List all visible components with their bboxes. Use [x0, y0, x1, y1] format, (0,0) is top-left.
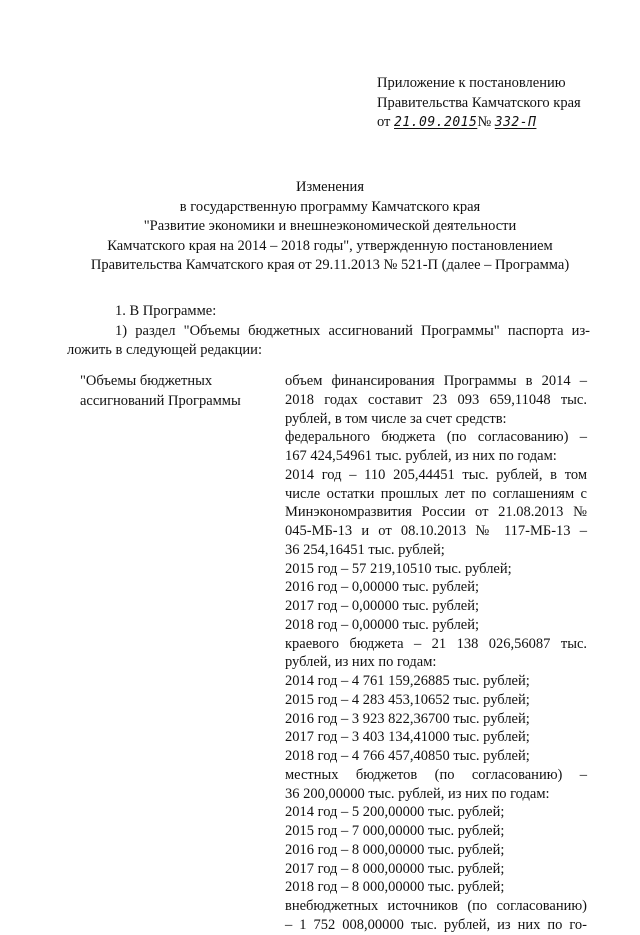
passport-content-line: 2015 год – 7 000,00000 тыс. рублей; [285, 823, 505, 839]
passport-content-line: 2017 год – 0,00000 тыс. рублей; [285, 598, 480, 614]
passport-content-line: 2014 год – 110 205,44451 тыс. рублей, в том [285, 466, 587, 483]
passport-content-line: 2016 год – 3 923 822,36700 тыс. рублей; [285, 710, 530, 727]
passport-content-line: 2018 год – 4 766 457,40850 тыс. рублей; [285, 748, 530, 764]
appendix-block [377, 74, 627, 133]
passport-content-line: 2018 год – 0,00000 тыс. рублей; [285, 616, 480, 633]
passport-content-line: 2016 год – 8 000,00000 тыс. рублей; [285, 841, 505, 858]
passport-content-line: 2015 год – 57 219,10510 тыс. рублей; [285, 560, 512, 577]
passport-content-line: 167 424,54961 тыс. рублей, из них по годам: [285, 448, 557, 464]
intro-item-2: 1) раздел "Объемы бюджетных ассигнований Программы" паспорта из- [115, 322, 590, 339]
passport-content-line: 36 200,00000 тыс. рублей, из них по годам: [285, 785, 550, 802]
passport-content-line: краевого бюджета – 21 138 026,56087 тыс. [285, 635, 587, 652]
passport-content-line: 2014 год – 4 761 159,26885 тыс. рублей; [285, 673, 530, 689]
title-line-4: Камчатского края на 2014 – 2018 годы", утвержденную постановлением [107, 237, 553, 254]
passport-content-line: 2018 год – 8 000,00000 тыс. рублей; [285, 879, 505, 896]
passport-content-line: 2017 год – 3 403 134,41000 тыс. рублей; [285, 729, 530, 746]
appendix-line-1: Приложение к постановлению [377, 75, 566, 91]
intro-item-1: 1. В Программе: [115, 303, 217, 319]
title-line-3: "Развитие экономики и внешнеэкономической деятельности [143, 218, 517, 235]
title-line-2: в государственную программу Камчатского края [179, 198, 481, 215]
passport-row-content [285, 372, 587, 935]
passport-content-line: 2015 год – 4 283 453,10652 тыс. рублей; [285, 691, 530, 708]
passport-content-line: 045-МБ-13 и от 08.10.2013 № 117-МБ-13 – [285, 523, 587, 539]
intro-item-2-continuation: ложить в следующей редакции: [67, 342, 262, 358]
passport-content-line: 2016 год – 0,00000 тыс. рублей; [285, 579, 480, 596]
date-prefix: от [377, 114, 391, 130]
title-line-1: Изменения [296, 179, 364, 195]
passport-content-line: рублей, из них по годам: [285, 654, 437, 671]
passport-content-line: числе остатки прошлых лет по соглашениям с [285, 485, 587, 502]
passport-content-line: 2017 год – 8 000,00000 тыс. рублей; [285, 860, 505, 877]
passport-content-line: местных бюджетов (по согласованию) – [285, 766, 587, 783]
title-line-5: Правительства Камчатского края от 29.11.2013 № 521-П (далее – Программа) [90, 257, 570, 274]
passport-content-line: Минэкономразвития России от 21.08.2013 № [285, 504, 587, 521]
passport-content-line: объем финансирования Программы в 2014 – [285, 373, 587, 389]
passport-row-label: "Объемы бюджетных ассигнований Программы [80, 373, 241, 409]
passport-content-line: федерального бюджета (по согласованию) – [285, 429, 587, 446]
passport-content-line: 2014 год – 5 200,00000 тыс. рублей; [285, 804, 505, 821]
passport-content-line: 36 254,16451 тыс. рублей; [285, 541, 445, 558]
passport-content-line: внебюджетных источников (по согласованию) [285, 898, 587, 914]
resolution-date-line [377, 113, 627, 133]
handwritten-date: 21.09.2015 [394, 115, 478, 130]
number-prefix: № [477, 114, 492, 130]
passport-content-line: – 1 752 008,00000 тыс. рублей, из них по го- [285, 916, 587, 933]
document-title [40, 178, 620, 276]
appendix-line-2: Правительства Камчатского края [377, 94, 581, 111]
intro-paragraphs [67, 302, 590, 361]
passport-content-line: 2018 годах составит 23 093 659,11048 тыс. [285, 391, 587, 408]
handwritten-number: 332-П [494, 115, 537, 130]
passport-content-line: рублей, в том числе за счет средств: [285, 410, 507, 427]
